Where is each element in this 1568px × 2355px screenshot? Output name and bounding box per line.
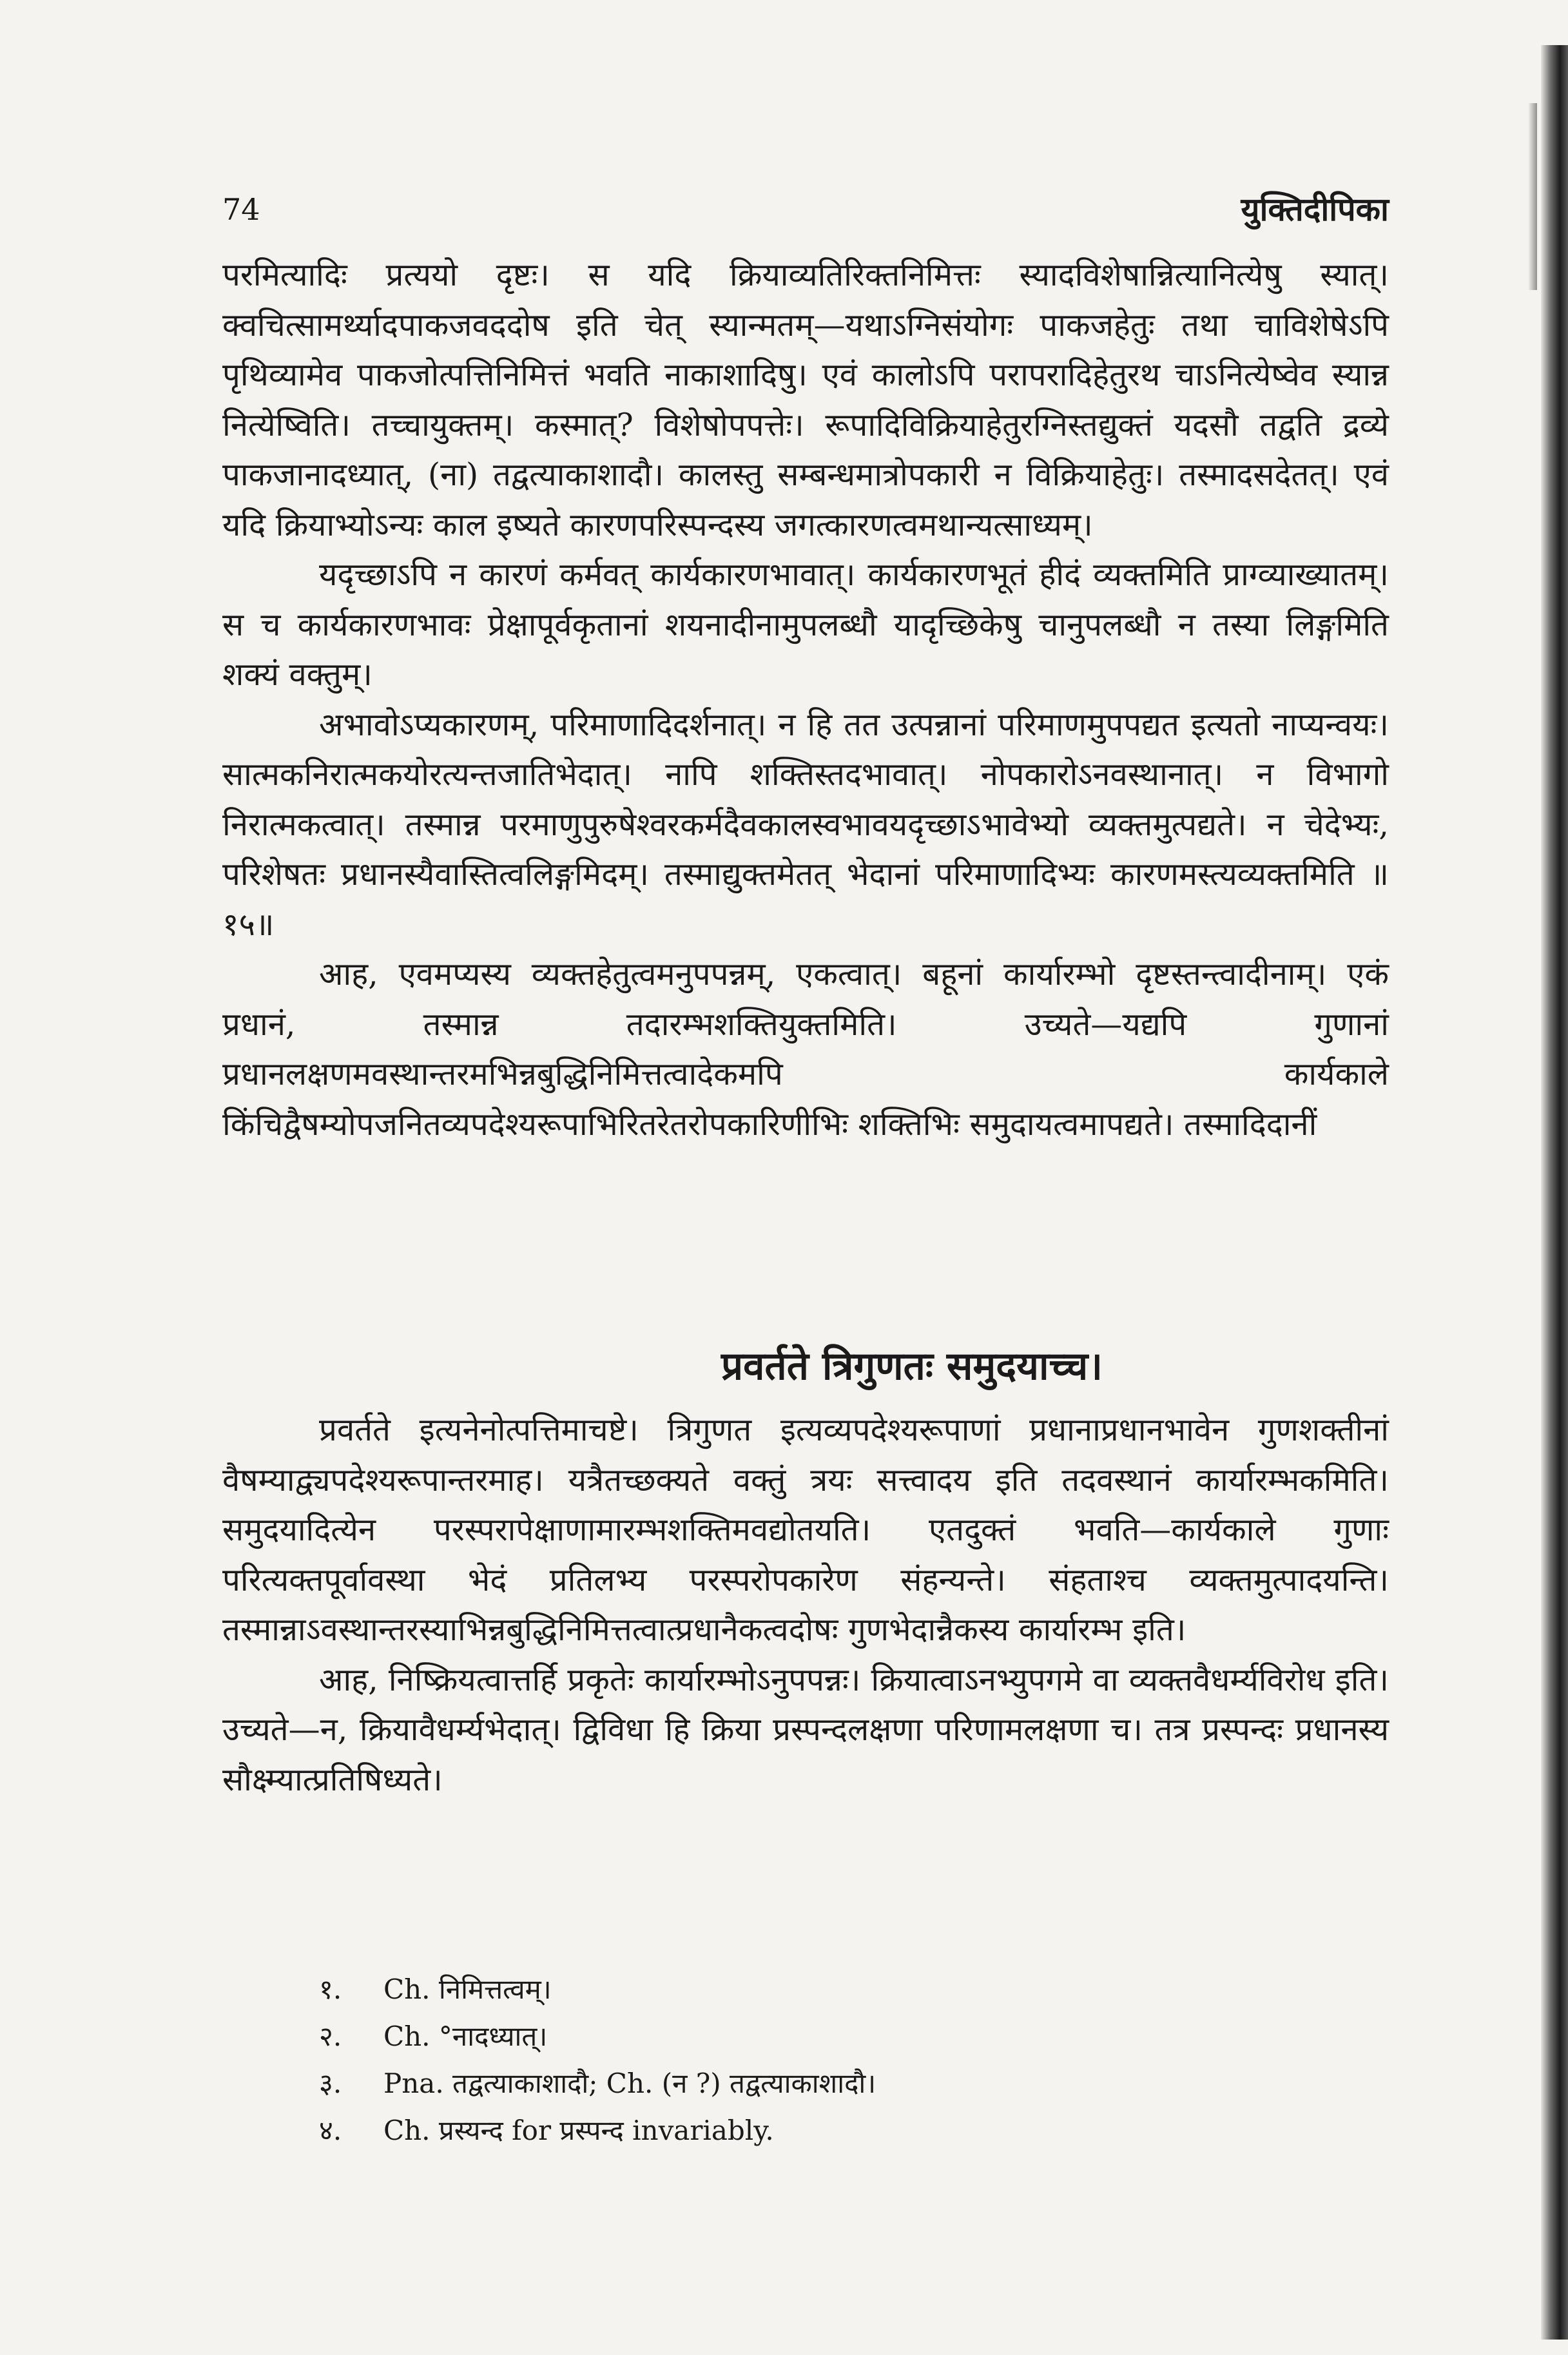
- footnote: [319, 2060, 1286, 2107]
- page-number: 74: [222, 192, 260, 227]
- footnote: [319, 1966, 1286, 2013]
- footnote-text: Ch. प्रस्यन्द for प्रस्पन्द invariably.: [383, 2115, 774, 2146]
- paragraph: आह, निष्क्रियत्वात्तर्हि प्रकृतेः कार्यारम्भोऽनुपपन्नः। क्रियात्वाऽनभ्युपगमे वा व्यक्तवैधर्म्यविरोध इति। उच्यते—न, क्रियावैधर्म्यभेदात्। द्विविधा हि क्रिया प्रस्पन्दलक्षणा परिणामलक्षणा च। तत्र प्रस्पन्दः प्रधानस्य सौक्ष्म्यात्प्रतिषिध्यते।: [222, 1661, 1389, 1798]
- footnote-text: Pna. तद्वत्याकाशादौ; Ch. (न ?) तद्वत्याकाशादौ।: [383, 2068, 876, 2099]
- verse-line: प्रवर्तते त्रिगुणतः समुदयाच्च।: [721, 1344, 1103, 1389]
- footnote-text: Ch. °नादध्यात्।: [383, 2021, 548, 2052]
- running-head: युक्तिदीपिका: [1241, 190, 1389, 228]
- footnote-mark: ३.: [319, 2068, 342, 2099]
- footnote: [319, 2107, 1286, 2154]
- footnote: [319, 2013, 1286, 2060]
- page-binding-edge: [1541, 45, 1568, 2340]
- paragraph: प्रवर्तते इत्यनेनोत्पत्तिमाचष्टे। त्रिगुणत इत्यव्यपदेश्यरूपाणां प्रधानाप्रधानभावेन गुणशक्तीनां वैषम्याद्व्यपदेश्यरूपान्तरमाह। यत्रैतच्छक्यते वक्तुं त्रयः सत्त्वादय इति तदवस्थानं कार्यारम्भकमिति। समुदयादित्येन परस्परापेक्षाणामारम्भशक्तिमवद्योतयति। एतदुक्तं भवति—कार्यकाले गुणाः परित्यक्तपूर्वावस्था भेदं प्रतिलभ्य परस्परोपकारेण संहन्यन्ते। संहताश्च व्यक्तमुत्पादयन्ति। तस्मान्नाऽवस्थान्तरस्याभिन्नबुद्धिनिमित्तत्वात्प्रधानैकत्वदोषः गुणभेदान्नैकस्य कार्यारम्भ इति।: [222, 1411, 1389, 1648]
- paragraph: अभावोऽप्यकारणम्, परिमाणादिदर्शनात्। न हि तत उत्पन्नानां परिमाणमुपपद्यत इत्यतो नाप्यन्वयः। सात्मकनिरात्मकयोरत्यन्तजातिभेदात्। नापि शक्तिस्तदभावात्। नोपकारोऽनवस्थानात्। न विभागो निरात्मकत्वात्। तस्मान्न परमाणुपुरुषेश्वरकर्मदैवकालस्वभावयदृच्छाऽभावेभ्यो व्यक्तमुत्पद्यते। न चेदेभ्यः, परिशेषतः प्रधानस्यैवास्तित्वलिङ्गमिदम्। तस्माद्युक्तमेतत् भेदानां परिमाणादिभ्यः कारणमस्त्यव्यक्तमिति ॥१५॥: [222, 706, 1389, 943]
- footnotes: [319, 1966, 1286, 2154]
- paragraph: यदृच्छाऽपि न कारणं कर्मवत् कार्यकारणभावात्। कार्यकारणभूतं हीदं व्यक्तमिति प्राग्व्याख्यातम्। स च कार्यकारणभावः प्रेक्षापूर्वकृतानां शयनादीनामुपलब्धौ यादृच्छिकेषु चानुपलब्धौ न तस्या लिङ्गमिति शक्यं वक्तुम्।: [222, 556, 1389, 693]
- main-text-block: [222, 250, 1389, 1149]
- footnote-mark: २.: [319, 2021, 342, 2052]
- paragraph: आह, एवमप्यस्य व्यक्तहेतुत्वमनुपपन्नम्, एकत्वात्। बहूनां कार्यारम्भो दृष्टस्तन्त्वादीनाम्। एकं प्रधानं, तस्मान्न तदारम्भशक्तियुक्तमिति। उच्यते—यद्यपि गुणानां प्रधानलक्षणमवस्थान्तरमभिन्नबुद्धिनिमित्तत्वादेकमपि कार्यकाले किंचिद्वैषम्योपजनितव्यपदेश्यरूपाभिरितरेतरोपकारिणीभिः शक्तिभिः समुदायत्वमापद्यते। तस्मादिदानीं: [222, 956, 1389, 1143]
- footnote-mark: ४.: [319, 2115, 342, 2146]
- page-edge-shadow: [1528, 103, 1537, 290]
- paragraph: परमित्यादिः प्रत्ययो दृष्टः। स यदि क्रियाव्यतिरिक्तनिमित्तः स्यादविशेषान्नित्यानित्येषु स्यात्। क्वचित्सामर्थ्यादपाकजवददोष इति चेत् स्यान्मतम्—यथाऽग्निसंयोगः पाकजहेतुः तथा चाविशेषेऽपि पृथिव्यामेव पाकजोत्पत्तिनिमित्तं भवति नाकाशादिषु। एवं कालोऽपि परापरादिहेतुरथ चाऽनित्येष्वेव स्यान्न नित्येष्विति। तच्चायुक्तम्। कस्मात्? विशेषोपपत्तेः। रूपादिविक्रियाहेतुरग्निस्तद्युक्तं यदसौ तद्वति द्रव्ये पाकजानादध्यात्, (ना) तद्वत्याकाशादौ। कालस्तु सम्बन्धमात्रोपकारी न विक्रियाहेतुः। तस्मादसदेतत्। एवं यदि क्रियाभ्योऽन्यः काल इष्यते कारणपरिस्पन्दस्य जगत्कारणत्वमथान्यत्साध्यम्।: [222, 257, 1389, 543]
- commentary-text-block: [222, 1405, 1389, 1805]
- footnote-text: Ch. निमित्तत्वम्।: [383, 1973, 552, 2005]
- page-header: [222, 187, 1389, 232]
- footnote-mark: १.: [319, 1973, 342, 2005]
